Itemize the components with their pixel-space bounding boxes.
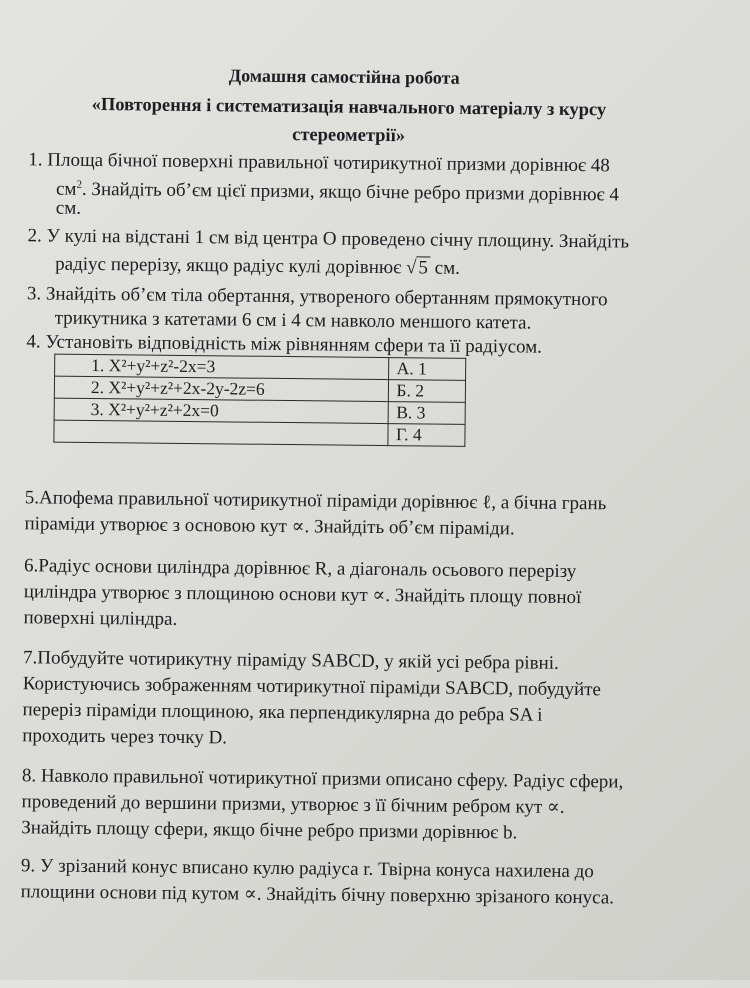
task-6-line-3: поверхні циліндра. <box>23 607 178 630</box>
task-5-line-2: піраміди утворює з основою кут ∝. Знайдіть об’єм піраміди. <box>24 513 515 540</box>
radius-option-cell: В. 3 <box>388 402 466 425</box>
task-9-line-1: 9. У зрізаний конус вписано кулю радіуса r. Твірна конуса нахилена до <box>20 855 594 883</box>
task-6-line-1: 6.Радіус основи циліндра дорівнює R, а діагональ осьового перерізу <box>23 555 577 583</box>
equation-cell: 3. X²+y²+z²+2x=0 <box>54 398 388 423</box>
task-4-line-1: 4. Установіть відповідність між рівнянням сфери та її радіусом. <box>26 331 543 358</box>
task-2-line-2 <box>55 253 460 281</box>
task-2-unit: см. <box>429 257 461 279</box>
task-8-line-3: Знайдіть площу сфери, якщо бічне ребро призми дорівнює b. <box>21 817 518 844</box>
task-7-line-2: Користуючись зображенням чотирикутної піраміди SABCD, побудуйте <box>22 673 602 701</box>
matching-table <box>53 354 466 447</box>
task-7-line-4: проходить через точку D. <box>22 725 228 749</box>
task-3-line-2: трикутника з катетами 6 см і 4 см навколо меншого катета. <box>54 307 532 334</box>
radius-option-cell: Г. 4 <box>387 424 465 447</box>
task-6-line-2: циліндра утворює з площиною основи кут ∝. Знайдіть площу повної <box>23 581 582 609</box>
task-1-exponent: 2 <box>76 178 83 191</box>
task-1-line-1: 1. Площа бічної поверхні правильної чотирикутної призми дорівнює 48 <box>28 149 610 177</box>
radius-option-cell: А. 1 <box>388 358 466 381</box>
task-3-line-1: 3. Знайдіть об’єм тіла обертання, утвореного обертанням прямокутного <box>26 283 608 311</box>
subtitle-line-2: стереометрії» <box>292 125 406 147</box>
task-7-line-3: переріз піраміди площиною, яка перпендикулярна до ребра SA і <box>22 699 543 726</box>
task-8-line-2: проведений до вершини призми, утворює з її бічним ребром кут ∝. <box>21 791 565 818</box>
task-1-line-3: см. <box>55 197 82 219</box>
square-root: √5 <box>406 256 430 280</box>
task-2-text: радіус перерізу, якщо радіус кулі дорівнює <box>55 253 407 279</box>
page-title: Домашня самостійна робота <box>228 65 460 88</box>
subtitle-line-1: «Повторення і систематизація навчального матеріалу з курсу <box>91 94 607 121</box>
task-1-unit: см <box>55 178 77 200</box>
task-9-line-2: площини основи під кутом ∝. Знайдіть бічну поверхню зрізаного конуса. <box>20 881 615 909</box>
task-1-text: . Знайдіть об’єм цієї призми, якщо бічне ребро призми дорівнює 4 <box>81 178 620 206</box>
equation-cell: 2. X²+y²+z²+2x-2y-2z=6 <box>54 376 388 401</box>
task-8-line-1: 8. Навколо правильної чотирикутної призми описано сферу. Радіус сфери, <box>21 765 624 793</box>
equation-cell <box>54 420 388 445</box>
task-5-line-1: 5.Апофема правильної чотирикутної піраміди дорівнює ℓ, а бічна грань <box>24 487 607 515</box>
page-subtitle <box>38 90 659 152</box>
task-1-line-2 <box>56 173 619 208</box>
table-row <box>54 420 465 446</box>
task-7-line-1: 7.Побудуйте чотирикутну піраміду SABCD, у якій усі ребра рівні. <box>23 647 559 674</box>
task-2-line-1: 2. У кулі на відстані 1 см від центра О проведено січну площину. Знайдіть <box>27 225 630 253</box>
equation-cell: 1. X²+y²+z²-2x=3 <box>55 354 389 379</box>
square-root-radicand: 5 <box>416 256 430 278</box>
radius-option-cell: Б. 2 <box>388 380 466 403</box>
